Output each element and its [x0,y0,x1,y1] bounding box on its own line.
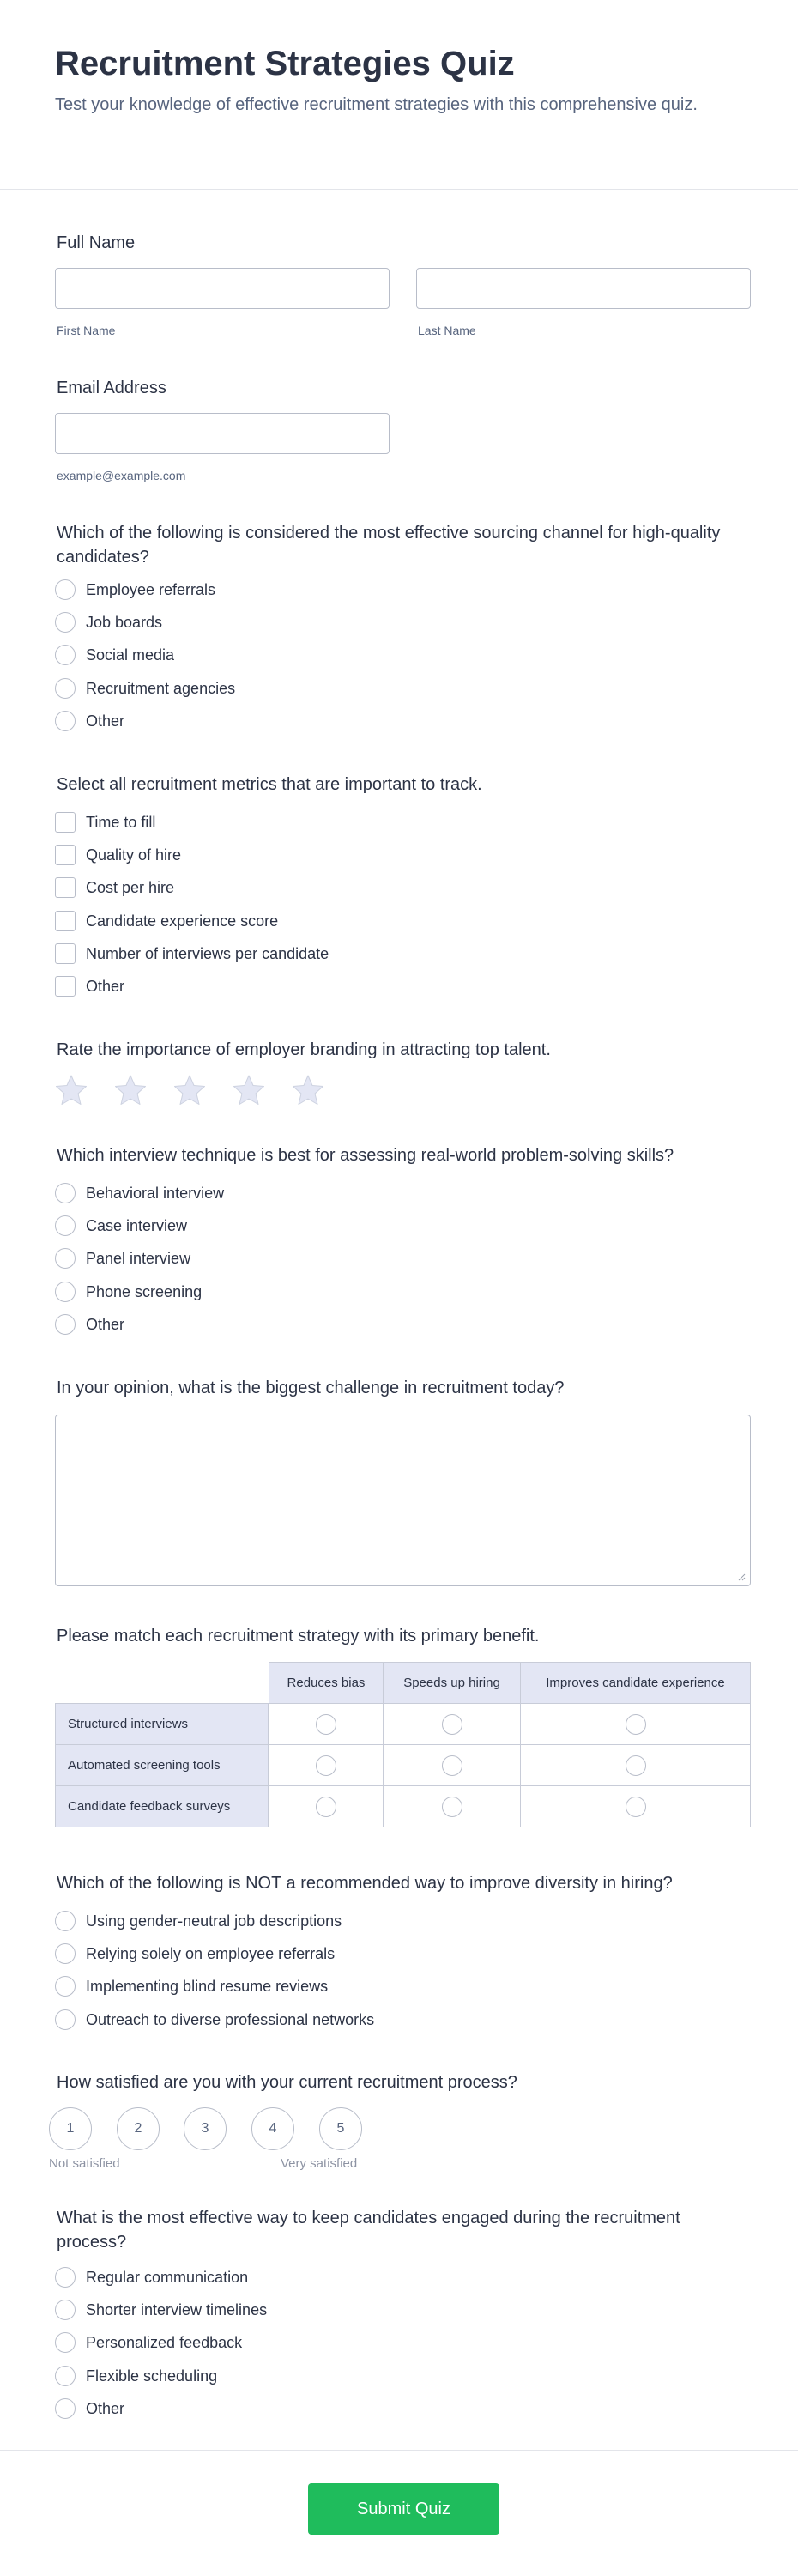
q5-label: In your opinion, what is the biggest challenge in recruitment today? [57,1379,565,1397]
matrix-cell[interactable] [520,1703,751,1745]
q4-option[interactable] [55,1246,190,1270]
option-label: Number of interviews per candidate [86,944,329,962]
checkbox[interactable] [55,943,76,964]
option-label: Social media [86,646,175,664]
radio-button[interactable] [55,2009,76,2030]
star-icon[interactable] [113,1073,148,1107]
last-name-sublabel: Last Name [418,324,476,337]
star-icon[interactable] [291,1073,325,1107]
radio-button[interactable] [55,2398,76,2419]
radio-button[interactable] [55,1215,76,1236]
radio-button[interactable] [55,2366,76,2386]
matrix-cell[interactable] [520,1744,751,1786]
radio-button[interactable] [55,711,76,731]
q1-option[interactable] [55,709,124,733]
checkbox[interactable] [55,911,76,931]
option-label: Implementing blind resume reviews [86,1977,329,1995]
checkbox[interactable] [55,812,76,833]
radio-button[interactable] [55,678,76,699]
radio-button[interactable] [55,1943,76,1964]
q2-option[interactable] [55,876,174,900]
first-name-sublabel: First Name [57,324,116,337]
option-label: Behavioral interview [86,1184,225,1202]
radio-button[interactable] [442,1714,462,1735]
q1-option[interactable] [55,610,162,634]
scale-option[interactable]: 1 [49,2107,92,2150]
resize-handle-icon[interactable] [737,1573,746,1581]
q1-option[interactable] [55,643,174,667]
option-label: Phone screening [86,1282,203,1300]
radio-button[interactable] [55,1183,76,1203]
q5-textarea[interactable] [55,1415,751,1586]
matrix-cell[interactable] [520,1785,751,1827]
q1-option[interactable] [55,578,215,602]
scale-option[interactable]: 4 [251,2107,294,2150]
q2-option[interactable] [55,974,124,998]
checkbox[interactable] [55,845,76,865]
q4-option[interactable] [55,1280,202,1304]
option-label: Personalized feedback [86,2333,243,2351]
scale-option[interactable]: 2 [117,2107,160,2150]
option-label: Time to fill [86,813,156,831]
option-label: Shorter interview timelines [86,2300,268,2318]
star-icon[interactable] [232,1073,266,1107]
q4-option[interactable] [55,1181,224,1205]
radio-button[interactable] [442,1797,462,1817]
radio-button[interactable] [55,2267,76,2288]
option-label: Other [86,2399,125,2417]
option-label: Using gender-neutral job descriptions [86,1912,342,1930]
q2-option[interactable] [55,843,181,867]
radio-button[interactable] [55,1976,76,1997]
star-icon[interactable] [172,1073,207,1107]
q4-option[interactable] [55,1312,124,1336]
radio-button[interactable] [626,1714,646,1735]
option-label: Other [86,1315,125,1333]
option-label: Recruitment agencies [86,679,236,697]
q7-label: Which of the following is NOT a recommended way to improve diversity in hiring? [57,1874,673,1893]
matrix-cell[interactable] [383,1744,521,1786]
option-label: Cost per hire [86,878,175,896]
q4-label: Which interview technique is best for assessing real-world problem-solving skills? [57,1146,674,1165]
q1-option[interactable] [55,676,235,700]
option-label: Case interview [86,1216,188,1234]
q8-label: How satisfied are you with your current recruitment process? [57,2073,517,2092]
radio-button[interactable] [442,1755,462,1776]
matrix-cell[interactable] [383,1703,521,1745]
q3-label: Rate the importance of employer branding in attracting top talent. [57,1040,551,1059]
q9-option[interactable] [55,2331,242,2355]
q9-option[interactable] [55,2298,267,2322]
email-label: Email Address [57,379,166,397]
q7-option[interactable] [55,1974,328,1998]
matrix-column-header: Speeds up hiring [383,1662,521,1704]
q6-label: Please match each recruitment strategy with its primary benefit. [57,1627,540,1646]
checkbox[interactable] [55,976,76,997]
radio-button[interactable] [626,1755,646,1776]
option-label: Regular communication [86,2268,249,2286]
q2-option[interactable] [55,810,155,834]
matrix-cell[interactable] [268,1785,384,1827]
email-input[interactable] [55,413,390,454]
radio-button[interactable] [55,2332,76,2353]
matrix-cell[interactable] [268,1744,384,1786]
radio-button[interactable] [55,1314,76,1335]
matrix-cell[interactable] [383,1785,521,1827]
option-label: Other [86,712,125,730]
option-label: Other [86,977,125,995]
submit-button[interactable]: Submit Quiz [308,2483,499,2535]
option-label: Relying solely on employee referrals [86,1944,336,1962]
matrix-cell[interactable] [268,1703,384,1745]
q1-label: Which of the following is considered the most effective sourcing channel for high-quality candidates? [57,524,721,567]
radio-button[interactable] [316,1714,336,1735]
option-label: Candidate experience score [86,912,279,930]
matrix-row-label: Structured interviews [55,1703,269,1745]
option-label: Panel interview [86,1249,191,1267]
radio-button[interactable] [55,1911,76,1931]
form-subtitle: Test your knowledge of effective recruitment strategies with this comprehensive quiz. [55,95,698,114]
q9-option[interactable] [55,2265,248,2289]
star-icon[interactable] [54,1073,88,1107]
first-name-input[interactable] [55,268,390,309]
radio-button[interactable] [55,1282,76,1302]
q2-label: Select all recruitment metrics that are important to track. [57,775,482,794]
q2-option[interactable] [55,909,278,933]
matrix-column-header: Improves candidate experience [520,1662,751,1704]
radio-button[interactable] [55,612,76,633]
q7-option[interactable] [55,1909,342,1933]
q9-label: What is the most effective way to keep candidates engaged during the recruitment process? [57,2209,680,2252]
email-sublabel: example@example.com [57,469,186,482]
q9-option[interactable] [55,2364,217,2388]
q9-option[interactable] [55,2397,124,2421]
matrix-row-label: Candidate feedback surveys [55,1785,269,1827]
option-label: Quality of hire [86,846,182,864]
radio-button[interactable] [55,1248,76,1269]
radio-button[interactable] [316,1755,336,1776]
option-label: Outreach to diverse professional networks [86,2010,375,2028]
scale-option[interactable]: 5 [319,2107,362,2150]
checkbox[interactable] [55,877,76,898]
option-label: Flexible scheduling [86,2367,218,2385]
q7-option[interactable] [55,2008,374,2032]
full-name-label: Full Name [57,233,136,252]
matrix-column-header: Reduces bias [269,1662,384,1704]
radio-button[interactable] [626,1797,646,1817]
form-header [0,0,798,190]
q7-option[interactable] [55,1942,335,1966]
option-label: Employee referrals [86,580,216,598]
q4-option[interactable] [55,1214,187,1238]
scale-option[interactable]: 3 [184,2107,227,2150]
radio-button[interactable] [55,579,76,600]
footer-divider [0,2450,798,2451]
radio-button[interactable] [316,1797,336,1817]
last-name-input[interactable] [416,268,751,309]
radio-button[interactable] [55,645,76,665]
q2-option[interactable] [55,942,329,966]
scale-low-label: Not satisfied [49,2156,120,2171]
radio-button[interactable] [55,2300,76,2320]
matrix-row-label: Automated screening tools [55,1744,269,1786]
form-title: Recruitment Strategies Quiz [55,45,515,82]
scale-high-label: Very satisfied [281,2156,358,2171]
option-label: Job boards [86,613,163,631]
